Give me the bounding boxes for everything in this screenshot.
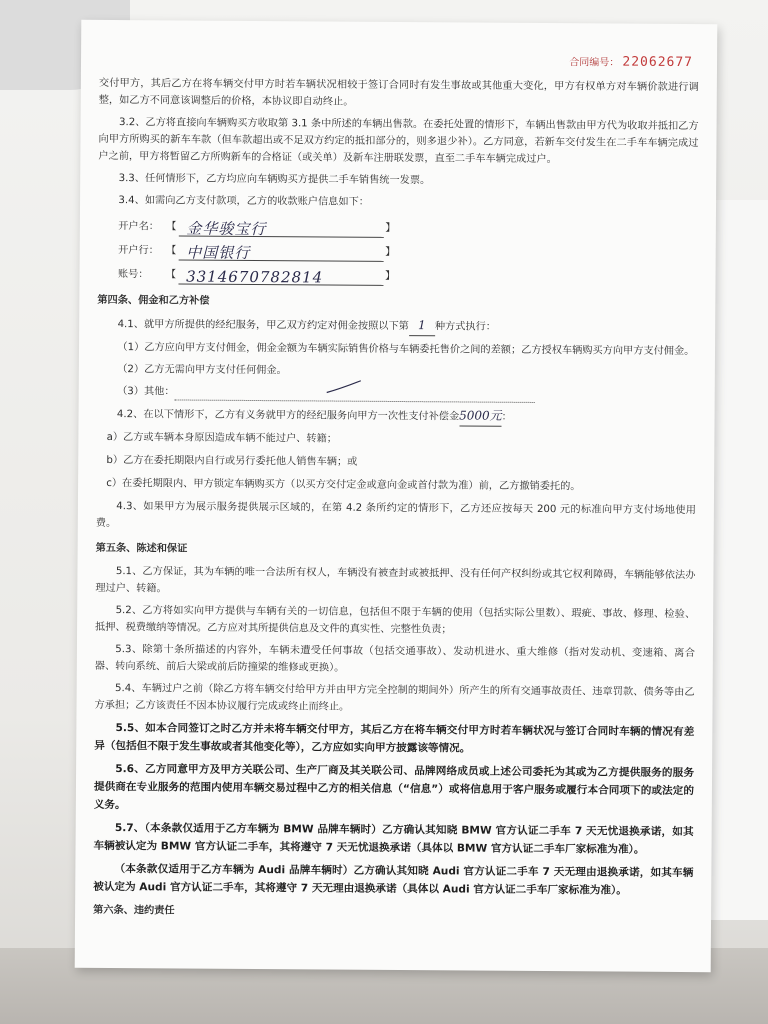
article-5-title: 第五条、陈述和保证 bbox=[95, 542, 188, 555]
article-6-title: 第六条、违约责任 bbox=[93, 904, 175, 917]
case-c: c）在委托期限内、甲方锁定车辆购买方（以买方交付定金或意向金或首付款为准）前，乙方撤销委托的。 bbox=[106, 477, 581, 493]
account-holder-line bbox=[178, 217, 383, 237]
account-number-line bbox=[178, 265, 383, 285]
paragraph-3-3: 3.3、任何情形下，乙方均应向车辆购买方提供二手车销售统一发票。 bbox=[118, 173, 431, 187]
paragraph-5-7-audi: （本条款仅适用于乙方车辆为 Audi 品牌车辆时）乙方确认其知晓 Audi 官方认证二手车 7 天无理由退换承诺，如其车辆被认定为 Audi 官方认证二手车，其将遵守 7 天无理由退换承诺（具体以 Audi 官方认证二手车厂家标准为准）。 bbox=[93, 863, 694, 897]
paragraph-3-2: 3.2、乙方将直接向车辆购买方收取第 3.1 条中所述的车辆出售款。在委托处置的情形下，车辆出售款由甲方代为收取并抵扣乙方向甲方所购买的新车车款（但车款超出或不足双方约定的抵扣部分的，则多退少补）。乙方同意，若新车交付发生在二手车车辆完成过户之前，甲方将暂留乙方所购新车的合格证（或关单）及新车注册联发票，直至二手车车辆完成过户。 bbox=[98, 117, 699, 166]
option-3 bbox=[97, 383, 697, 404]
paragraph-4-3: 4.3、如果甲方为展示服务提供展示区域的，在第 4.2 条所约定的情形下，乙方还应按每天 200 元的标准向甲方支付场地使用费。 bbox=[95, 501, 696, 530]
commission-option-handwriting: 1 bbox=[417, 318, 426, 333]
article-4-title: 第四条、佣金和乙方补偿 bbox=[97, 294, 210, 307]
paragraph-intro: 交付甲方，其后乙方在将车辆交付甲方时若车辆状况相较于签订合同时有发生事故或其他重大变化，甲方有权单方对车辆价款进行调整，如乙方不同意该调整后的价格，本协议即自动终止。 bbox=[98, 77, 699, 108]
paragraph-4-2-post: ： bbox=[501, 411, 512, 423]
compensation-amount-blank bbox=[459, 407, 502, 426]
option-3-blank bbox=[174, 387, 534, 403]
paragraph-5-4: 5.4、车辆过户之前（除乙方将车辆交付给甲方并由甲方完全控制的期间外）所产生的所有交通事故责任、违章罚款、债务等由乙方承担；乙方该责任不因本协议履行完成或终止而终止。 bbox=[94, 683, 695, 713]
paragraph-5-1: 5.1、乙方保证，其为车辆的唯一合法所有权人，车辆没有被查封或被抵押、没有任何产权纠纷或其它权利障碍，车辆能够依法办理过户、转籍。 bbox=[95, 566, 696, 595]
paragraph-5-6: 5.6、乙方同意甲方及甲方关联公司、生产厂商及其关联公司、品牌网络成员或上述公司委托为其或为乙方提供服务的服务提供商在专业服务的范围内使用车辆交易过程中乙方的相关信息（“信息”）或将信息用于客户服务或履行本合同项下的或法定的义务。 bbox=[93, 763, 695, 812]
bracket-open: 【 bbox=[165, 268, 177, 280]
option-2: （2）乙方无需向甲方支付任何佣金。 bbox=[117, 364, 287, 377]
account-number-field bbox=[118, 262, 698, 290]
contract-number bbox=[569, 53, 693, 70]
account-bank-line bbox=[178, 241, 383, 261]
bracket-open: 【 bbox=[166, 244, 177, 256]
paragraph-5-3: 5.3、除第十条所描述的内容外，车辆未遭受任何事故（包括交通事故）、发动机进水、重大维修（指对发动机、变速箱、离合器、转向系统、前后大梁或前后防撞梁的维修或更换）。 bbox=[94, 644, 695, 674]
contract-page bbox=[75, 20, 718, 972]
account-number-label: 账号： bbox=[117, 268, 149, 280]
case-b: b）乙方在委托期限内自行或另行委托他人销售车辆；或 bbox=[106, 454, 358, 468]
handwritten-slash-mark bbox=[325, 378, 365, 394]
paragraph-4-2 bbox=[96, 405, 696, 428]
account-holder-handwriting: 金华骏宝行 bbox=[186, 219, 267, 238]
account-bank-label: 开户行： bbox=[118, 244, 159, 256]
option-3-label: （3）其他： bbox=[117, 386, 175, 398]
paragraph-4-1-pre: 4.1、就甲方所提供的经纪服务，甲乙双方约定对佣金按照以下第 bbox=[117, 319, 409, 333]
paragraph-4-2-pre: 4.2、在以下情形下，乙方有义务就甲方的经纪服务向甲方一次性支付补偿金 bbox=[116, 409, 460, 423]
case-a: a）乙方或车辆本身原因造成车辆不能过户、转籍； bbox=[106, 431, 337, 445]
account-bank-handwriting: 中国银行 bbox=[186, 243, 251, 262]
paragraph-5-7: 5.7、（本条款仅适用于乙方车辆为 BMW 品牌车辆时）乙方确认其知晓 BMW 官方认证二手车 7 天无忧退换承诺，如其车辆被认定为 BMW 官方认证二手车，其将遵守 7 天无忧退换承诺（具体以 BMW 官方认证二手车厂家标准为准）。 bbox=[93, 822, 694, 856]
bracket-close: 】 bbox=[385, 246, 396, 258]
compensation-amount-handwriting: 5000元 bbox=[459, 408, 502, 423]
contract-number-label: 合同编号： bbox=[569, 57, 620, 69]
contract-body bbox=[93, 75, 699, 929]
bracket-close: 】 bbox=[385, 222, 396, 234]
account-holder-label: 开户名： bbox=[118, 220, 160, 232]
contract-number-value: 22062677 bbox=[622, 54, 694, 71]
paragraph-5-5: 5.5、如本合同签订之时乙方并未将车辆交付甲方，其后乙方在将车辆交付甲方时若车辆状况与签订合同时车辆的情况有差异（包括但不限于发生事故或者其他变化等），乙方应如实向甲方披露该等情况。 bbox=[94, 722, 695, 755]
commission-option-blank bbox=[409, 317, 435, 336]
paragraph-3-4: 3.4、如需向乙方支付款项，乙方的收款账户信息如下： bbox=[118, 195, 369, 208]
bracket-open: 【 bbox=[166, 220, 177, 232]
account-number-handwriting: 3314670782814 bbox=[186, 267, 324, 286]
paragraph-4-1 bbox=[97, 315, 697, 338]
option-1: （1）乙方应向甲方支付佣金，佣金金额为车辆实际销售价格与车辆委托售价之间的差额；乙方授权车辆购买方向甲方支付佣金。 bbox=[117, 342, 695, 358]
paragraph-4-1-post: 种方式执行： bbox=[434, 321, 497, 333]
paragraph-5-2: 5.2、乙方将如实向甲方提供与车辆有关的一切信息，包括但不限于车辆的使用（包括实际公里数）、瑕疵、事故、修理、检验、抵押、税费缴纳等情况。乙方应对其所提供信息及文件的真实性、完整性负责； bbox=[95, 605, 696, 636]
bracket-close: 】 bbox=[385, 270, 396, 282]
